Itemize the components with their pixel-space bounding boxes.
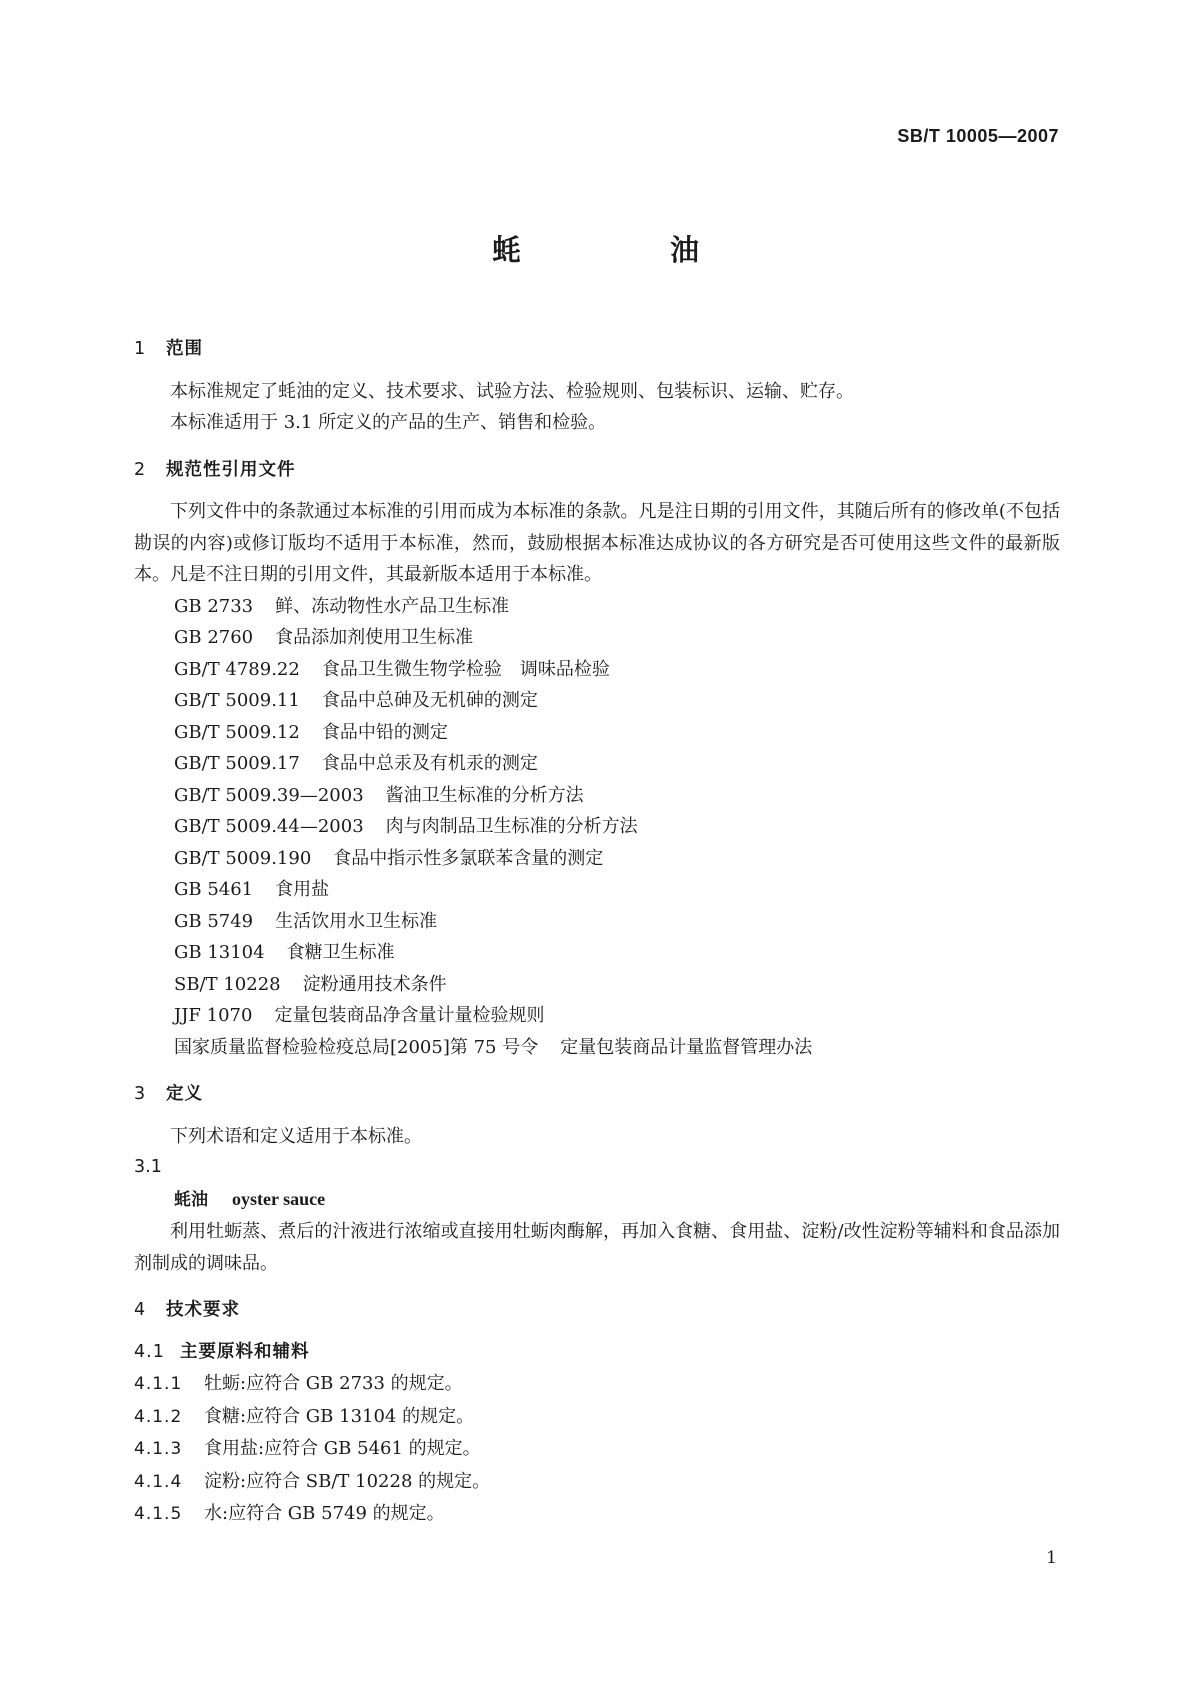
section-heading-definitions xyxy=(134,1079,1060,1111)
reference-item xyxy=(134,748,1060,780)
term-definition: 利用牡蛎蒸、煮后的汁液进行浓缩或直接用牡蛎肉酶解，再加入食糖、食用盐、淀粉/改性淀粉等辅料和食品添加剂制成的调味品。 xyxy=(134,1221,1060,1274)
subsection-title: 主要原料和辅料 xyxy=(180,1341,310,1362)
reference-name: 肉与肉制品卫生标准的分析方法 xyxy=(385,816,638,837)
reference-item xyxy=(134,843,1060,875)
reference-name: 定量包装商品计量监督管理办法 xyxy=(560,1036,813,1058)
reference-item xyxy=(134,685,1060,717)
reference-name: 定量包装商品净含量计量检验规则 xyxy=(274,1005,545,1026)
term-number: 3.1 xyxy=(134,1157,162,1177)
reference-name: 生活饮用水卫生标准 xyxy=(275,910,438,932)
clause-number: 4.1.2 xyxy=(134,1406,183,1427)
reference-name: 食糖卫生标准 xyxy=(286,942,395,963)
reference-name: 鲜、冻动物性水产品卫生标准 xyxy=(275,595,510,617)
reference-name: 食品中指示性多氯联苯含量的测定 xyxy=(333,847,604,869)
clause-number: 4.1.5 xyxy=(134,1504,183,1524)
reference-name: 淀粉通用技术条件 xyxy=(302,973,447,995)
term-chinese: 蚝油 xyxy=(174,1189,208,1210)
reference-item xyxy=(134,937,1060,969)
reference-name: 食品中总汞及有机汞的测定 xyxy=(321,753,538,774)
reference-code: GB/T 5009.190 xyxy=(174,847,312,869)
reference-code: GB/T 5009.44—2003 xyxy=(174,816,364,837)
clause-item xyxy=(134,1498,1060,1531)
reference-item xyxy=(134,622,1060,654)
clause-item xyxy=(134,1433,1060,1466)
reference-item xyxy=(134,874,1060,906)
reference-code: JJF 1070 xyxy=(174,1005,253,1026)
reference-code: GB/T 5009.39—2003 xyxy=(174,784,364,806)
document-code: SB/T 10005—2007 xyxy=(897,126,1059,146)
section-heading-technical-requirements xyxy=(134,1295,1060,1327)
clause-number: 4.1.4 xyxy=(134,1471,183,1492)
clause-number: 4.1.1 xyxy=(134,1374,183,1394)
reference-name: 食品中总砷及无机砷的测定 xyxy=(321,690,538,711)
page-number: 1 xyxy=(1046,1548,1057,1568)
document-body xyxy=(134,326,1060,1531)
clause-item xyxy=(134,1466,1060,1499)
reference-code: GB 5461 xyxy=(174,879,254,900)
clause-text: 食糖:应符合 GB 13104 的规定。 xyxy=(204,1405,475,1427)
reference-code: SB/T 10228 xyxy=(174,973,281,995)
reference-item xyxy=(134,969,1060,1001)
paragraph: 本标准规定了蚝油的定义、技术要求、试验方法、检验规则、包装标识、运输、贮存。 xyxy=(170,380,854,402)
paragraph: 下列术语和定义适用于本标准。 xyxy=(170,1125,422,1147)
paragraph: 下列文件中的条款通过本标准的引用而成为本标准的条款。凡是注日期的引用文件，其随后所有的修改单(不包括勘误的内容)或修订版均不适用于本标准，然而，鼓励根据本标准达成协议的各方研究是否可使用这些文件的最新版本。凡是不注日期的引用文件，其最新版本适用于本标准。 xyxy=(134,501,1060,585)
reference-code: GB 5749 xyxy=(174,910,254,932)
subsection-heading-materials xyxy=(134,1337,1060,1369)
reference-code: GB 2760 xyxy=(174,627,254,648)
section-title: 规范性引用文件 xyxy=(166,459,296,480)
reference-code: 国家质量监督检验检疫总局[2005]第 75 号令 xyxy=(174,1036,539,1058)
reference-name: 食用盐 xyxy=(275,879,330,900)
reference-item xyxy=(134,717,1060,749)
document-title: 蚝 油 xyxy=(491,233,759,267)
section-number: 4 xyxy=(134,1300,147,1320)
reference-item xyxy=(134,591,1060,623)
clause-text: 水:应符合 GB 5749 的规定。 xyxy=(204,1503,445,1524)
paragraph: 本标准适用于 3.1 所定义的产品的生产、销售和检验。 xyxy=(170,412,607,433)
clause-number: 4.1.3 xyxy=(134,1439,183,1459)
reference-name: 食品中铅的测定 xyxy=(321,721,448,743)
reference-item xyxy=(134,654,1060,686)
reference-item xyxy=(134,780,1060,812)
clause-text: 淀粉:应符合 SB/T 10228 的规定。 xyxy=(204,1470,491,1492)
section-title: 技术要求 xyxy=(166,1300,240,1320)
reference-code: GB 13104 xyxy=(174,942,265,963)
reference-item xyxy=(134,811,1060,843)
reference-code: GB/T 5009.17 xyxy=(174,753,300,774)
reference-item xyxy=(134,1032,1060,1064)
clause-item xyxy=(134,1401,1060,1434)
reference-item xyxy=(134,1000,1060,1032)
reference-item xyxy=(134,906,1060,938)
section-title: 定义 xyxy=(166,1084,203,1104)
reference-code: GB/T 4789.22 xyxy=(174,658,300,680)
reference-name: 酱油卫生标准的分析方法 xyxy=(385,784,584,806)
reference-code: GB 2733 xyxy=(174,595,254,617)
section-title: 范围 xyxy=(166,339,203,359)
subsection-number: 4.1 xyxy=(134,1341,165,1362)
reference-code: GB/T 5009.11 xyxy=(174,690,300,711)
reference-code: GB/T 5009.12 xyxy=(174,721,300,743)
section-number: 1 xyxy=(134,339,147,359)
section-heading-scope xyxy=(134,334,1060,366)
clause-text: 食用盐:应符合 GB 5461 的规定。 xyxy=(204,1438,481,1459)
reference-name: 食品卫生微生物学检验 调味品检验 xyxy=(321,658,610,680)
term-english: oyster sauce xyxy=(232,1188,326,1209)
reference-name: 食品添加剂使用卫生标准 xyxy=(275,627,474,648)
clause-text: 牡蛎:应符合 GB 2733 的规定。 xyxy=(204,1373,463,1394)
section-number: 2 xyxy=(134,459,147,480)
section-number: 3 xyxy=(134,1084,147,1104)
reference-list xyxy=(134,591,1060,1064)
term-entry xyxy=(134,1184,1060,1217)
clause-item xyxy=(134,1368,1060,1401)
section-heading-normative-references xyxy=(134,455,1060,487)
